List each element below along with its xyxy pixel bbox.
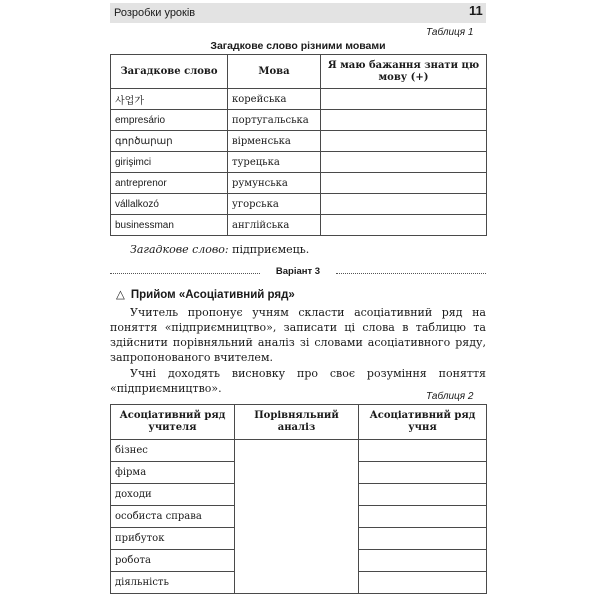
table1-language: корейська — [228, 89, 321, 110]
table-row — [111, 440, 487, 462]
paragraph-1: Учитель пропонує учням скласти асоціативний ряд на поняття «підприємництво», записати ці слова в таблицю та здійснити порівняльний аналіз зі словами асоціативного ряду, запропонованого вчителем. — [110, 306, 486, 364]
table1-language: португальська — [228, 110, 321, 131]
table1-wish-cell[interactable] — [321, 194, 487, 215]
table2-header-student: Асоціативний ряд учня — [359, 405, 487, 440]
table-row — [111, 89, 487, 110]
table1-wish-cell[interactable] — [321, 215, 487, 236]
table2-teacher-word: фірма — [111, 462, 235, 484]
paragraph-2: Учні доходять висновку про своє розуміння поняття «підприємництво». — [110, 367, 486, 395]
triangle-icon: △ — [116, 289, 125, 301]
table2-header-analysis: Порівняльний аналіз — [235, 405, 359, 440]
table2-student-cell[interactable] — [359, 484, 487, 506]
variant-label: Варіант 3 — [275, 266, 321, 277]
table1-header-wish: Я маю бажання знати цю мову (+) — [321, 55, 487, 89]
table1-language: угорська — [228, 194, 321, 215]
technique-title: Прийом «Асоціативний ряд» — [130, 289, 295, 301]
table1-word: vállalkozó — [111, 194, 228, 215]
table1-header-language: Мова — [228, 55, 321, 89]
table2-student-cell[interactable] — [359, 506, 487, 528]
table1-header-word: Загадкове слово — [111, 55, 228, 89]
table-row — [111, 194, 487, 215]
table1-title: Загадкове слово різними мовами — [210, 40, 386, 52]
table1-word: businessman — [111, 215, 228, 236]
table2-teacher-word: бізнес — [111, 440, 235, 462]
table1-word: empresário — [111, 110, 228, 131]
table1-word: girişimci — [111, 152, 228, 173]
answer-value: підприємець. — [232, 243, 310, 256]
table1-language: румунська — [228, 173, 321, 194]
table1 — [110, 54, 487, 236]
table-row — [111, 173, 487, 194]
table2-student-cell[interactable] — [359, 528, 487, 550]
divider-line-right — [336, 273, 486, 274]
technique-heading — [116, 287, 295, 301]
table1-word: 사업가 — [111, 89, 228, 110]
table2-teacher-word: робота — [111, 550, 235, 572]
table1-language: англійська — [228, 215, 321, 236]
table-row — [111, 131, 487, 152]
table1-word: գործարար — [111, 131, 228, 152]
table1-language: вірменська — [228, 131, 321, 152]
table2-student-cell[interactable] — [359, 550, 487, 572]
variant-divider — [110, 266, 486, 280]
table1-caption: Таблиця 1 — [426, 27, 474, 38]
table-row — [111, 110, 487, 131]
table2-analysis-cell[interactable] — [235, 440, 359, 594]
table-row — [111, 215, 487, 236]
table2 — [110, 404, 487, 594]
table2-student-cell[interactable] — [359, 462, 487, 484]
header-title: Розробки уроків — [114, 7, 196, 19]
divider-line-left — [110, 273, 260, 274]
answer-line — [130, 243, 309, 256]
table-row — [111, 152, 487, 173]
table1-word: antreprenor — [111, 173, 228, 194]
table2-teacher-word: діяльність — [111, 572, 235, 594]
table2-caption: Таблиця 2 — [426, 391, 474, 402]
table2-header-teacher: Асоціативний ряд учителя — [111, 405, 235, 440]
table2-teacher-word: особиста справа — [111, 506, 235, 528]
table2-teacher-word: доходи — [111, 484, 235, 506]
answer-label: Загадкове слово: — [130, 243, 229, 256]
table1-language: турецька — [228, 152, 321, 173]
table1-wish-cell[interactable] — [321, 131, 487, 152]
table2-student-cell[interactable] — [359, 440, 487, 462]
table1-wish-cell[interactable] — [321, 110, 487, 131]
running-header — [110, 3, 486, 23]
table1-wish-cell[interactable] — [321, 152, 487, 173]
table2-teacher-word: прибуток — [111, 528, 235, 550]
table2-student-cell[interactable] — [359, 572, 487, 594]
table1-wish-cell[interactable] — [321, 173, 487, 194]
page-number: 11 — [469, 3, 483, 18]
table1-wish-cell[interactable] — [321, 89, 487, 110]
